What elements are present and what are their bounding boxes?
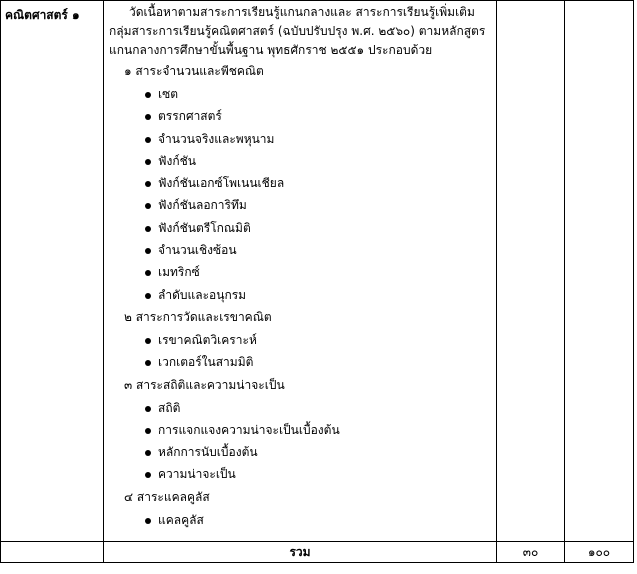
topic-item — [109, 397, 492, 419]
bullet-icon — [145, 159, 151, 165]
total-row — [1, 542, 634, 563]
topic-item — [109, 128, 492, 150]
topic-label: ลำดับและอนุกรม — [158, 287, 247, 302]
topic-item — [109, 172, 492, 194]
strand-title: ๒ สาระการวัดและเรขาคณิต — [124, 309, 272, 324]
topic-label: จำนวนเชิงซ้อน — [158, 243, 237, 258]
topic-label: เมทริกซ์ — [158, 265, 200, 280]
total-value-1: ๓๐ — [497, 542, 565, 563]
topic-item — [109, 105, 492, 127]
total-value-2: ๑๐๐ — [565, 542, 634, 563]
topic-item — [109, 194, 492, 216]
topic-list — [109, 83, 492, 306]
topic-item — [109, 150, 492, 172]
content-cell — [104, 1, 497, 542]
topic-item — [109, 419, 492, 441]
strand-groups — [109, 62, 492, 531]
topic-label: ฟังก์ชันลอการิทึม — [158, 198, 247, 213]
topic-label: เวกเตอร์ในสามมิติ — [158, 355, 254, 370]
bullet-icon — [145, 92, 151, 98]
bullet-icon — [145, 338, 151, 344]
topic-list — [109, 509, 492, 531]
topic-item — [109, 329, 492, 351]
topic-label: ฟังก์ชัน — [158, 153, 196, 168]
topic-item — [109, 463, 492, 485]
topic-item — [109, 351, 492, 373]
topic-label: การแจกแจงความน่าจะเป็นเบื้องต้น — [158, 422, 340, 437]
description-line: วัดเนื้อหาตามสาระการเรียนรู้แกนกลางและ สาระการเรียนรู้เพิ่มเติม — [129, 5, 475, 19]
strand-title: ๑ สาระจำนวนและพีชคณิต — [124, 64, 264, 78]
topic-item — [109, 239, 492, 261]
total-label: รวม — [104, 542, 497, 563]
topic-item — [109, 284, 492, 306]
topic-label: ตรรกศาสตร์ — [158, 109, 222, 124]
topic-label: แคลคูลัส — [158, 512, 204, 527]
description-line: แกนกลางการศึกษาขั้นพื้นฐาน พุทธศักราช ๒๕๕๑ ประกอบด้วย — [109, 43, 433, 57]
bullet-icon — [145, 137, 151, 143]
subject-cell — [1, 1, 104, 542]
topic-item — [109, 83, 492, 105]
topic-item — [109, 217, 492, 239]
topic-label: เซต — [158, 87, 179, 101]
description-line: กลุ่มสาระการเรียนรู้คณิตศาสตร์ (ฉบับปรับปรุง พ.ศ. ๒๕๖๐) ตามหลักสูตร — [109, 24, 486, 38]
bullet-icon — [145, 226, 151, 232]
description — [109, 3, 492, 60]
bullet-icon — [145, 428, 151, 434]
subject-row — [1, 1, 634, 542]
topic-list — [109, 397, 492, 486]
topic-label: ฟังก์ชันตรีโกณมิติ — [158, 220, 251, 235]
topic-item — [109, 441, 492, 463]
strand-title: ๓ สาระสถิติและความน่าจะเป็น — [124, 377, 285, 392]
topic-item — [109, 261, 492, 283]
topic-list — [109, 329, 492, 374]
total-spacer — [1, 542, 104, 563]
subject-name: คณิตศาสตร์ ๑ — [5, 8, 80, 22]
topic-item — [109, 509, 492, 531]
topic-label: หลักการนับเบื้องต้น — [158, 445, 258, 460]
bullet-icon — [145, 518, 151, 524]
bullet-icon — [145, 406, 151, 412]
topic-label: เรขาคณิตวิเคราะห์ — [158, 332, 257, 347]
topic-label: ความน่าจะเป็น — [158, 467, 236, 482]
topic-label: จำนวนจริงและพหุนาม — [158, 131, 275, 146]
strand-title: ๔ สาระแคลคูลัส — [124, 489, 210, 504]
empty-cell-1 — [497, 1, 565, 542]
topic-label: สถิติ — [158, 400, 181, 415]
topic-label: ฟังก์ชันเอกซ์โพเนนเชียล — [158, 176, 285, 191]
bullet-icon — [145, 293, 151, 299]
content-body — [104, 1, 496, 541]
empty-cell-2 — [565, 1, 634, 542]
